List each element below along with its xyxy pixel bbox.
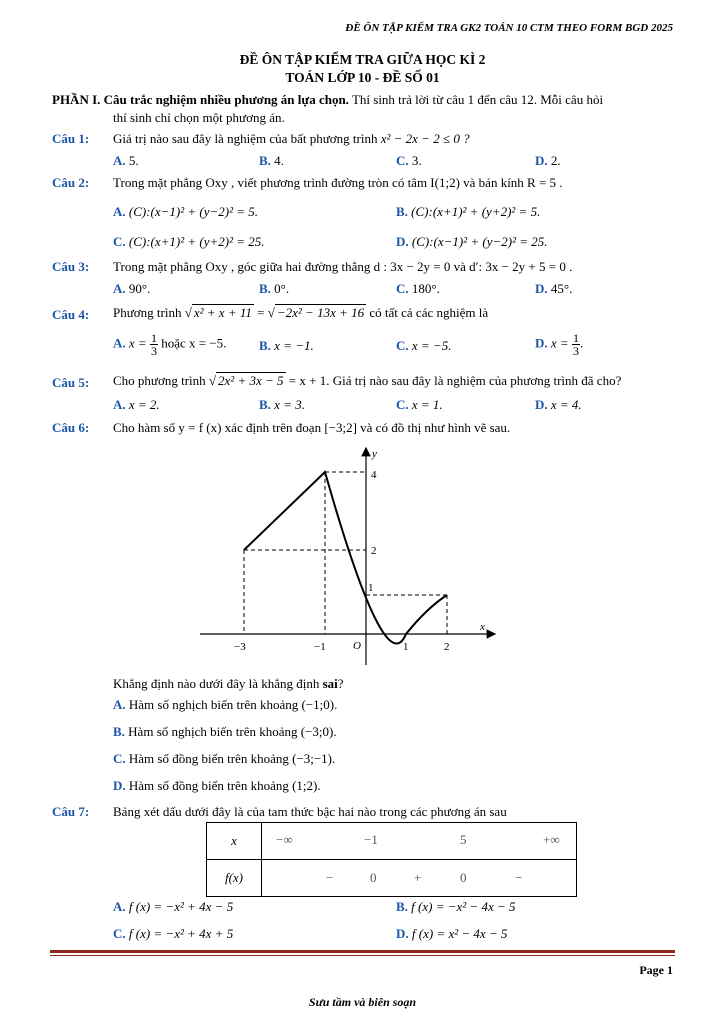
q3-option-c[interactable]: C. 180°.	[396, 281, 440, 296]
q6-label: Câu 6:	[52, 420, 90, 435]
footer-divider	[50, 950, 675, 953]
q7-sign-table	[206, 822, 577, 897]
q5-option-d[interactable]: D. x = 4.	[535, 397, 582, 412]
sign-table-row-fx	[207, 860, 577, 897]
q1-option-c[interactable]: C. 3.	[396, 153, 422, 168]
q5-option-a[interactable]: A. x = 2.	[113, 397, 160, 412]
q4-sqrt-left: x² + x + 11	[193, 305, 252, 320]
q4-option-d[interactable]: D. x = $\frac{1}{3}$ .	[535, 331, 584, 358]
q5-stem: Cho phương trình √ 2x² + 3x − 5 = x + 1. Giá trị nào sau đây là nghiệm của phương trình đã cho?	[113, 373, 622, 388]
exam-subtitle: TOÁN LỚP 10 - ĐỀ SỐ 01	[285, 70, 440, 85]
q1-option-d[interactable]: D. 2.	[535, 153, 561, 168]
q1-option-a[interactable]: A. 5.	[113, 153, 139, 168]
exam-title: ĐỀ ÔN TẬP KIỂM TRA GIỮA HỌC KÌ 2	[239, 52, 486, 67]
cell-pos-inf: +∞	[543, 832, 560, 847]
footer-source: Sưu tầm và biên soạn	[308, 995, 417, 1009]
q7-option-c[interactable]: C. f (x) = −x² + 4x + 5	[113, 926, 234, 941]
q4-option-a[interactable]: A. x = $\frac{1}{3}$ hoặc x = −5.	[113, 331, 227, 358]
q1-label: Câu 1:	[52, 131, 90, 146]
q5-option-b[interactable]: B. x = 3.	[259, 397, 305, 412]
q3-option-d[interactable]: D. 45°.	[535, 281, 573, 296]
sign-zero-2: 0	[460, 870, 467, 885]
q1-stem: Giá trị nào sau đây là nghiệm của bất phương trình x² − 2x − 2 ≤ 0 ?	[113, 131, 470, 146]
q4-option-b[interactable]: B. x = −1.	[259, 338, 314, 353]
q2-option-b[interactable]: B. (C):(x+1)² + (y+2)² = 5.	[396, 204, 541, 219]
cell-root-1: −1	[364, 832, 378, 847]
q2-option-c[interactable]: C. (C):(x+1)² + (y+2)² = 25.	[113, 234, 265, 249]
q6-option-d[interactable]: D. Hàm số đồng biến trên khoảng (1;2).	[113, 778, 321, 793]
q1-option-b[interactable]: B. 4.	[259, 153, 284, 168]
cell-root-2: 5	[460, 832, 467, 847]
q4-label: Câu 4:	[52, 307, 90, 322]
xtick-neg3: −3	[234, 641, 246, 653]
q4-option-c[interactable]: C. x = −5.	[396, 338, 452, 353]
sign-table-x-header: x	[207, 823, 262, 860]
part1-text-2: thí sinh chỉ chọn một phương án.	[113, 110, 285, 125]
q5-option-c[interactable]: C. x = 1.	[396, 397, 443, 412]
sign-3: −	[515, 870, 523, 885]
q3-label: Câu 3:	[52, 259, 90, 274]
ytick-2: 2	[371, 545, 377, 557]
page-header: ĐỀ ÔN TẬP KIỂM TRA GK2 TOÁN 10 CTM THEO FORM BGD 2025	[345, 22, 673, 34]
sign-1: −	[326, 870, 334, 885]
origin-label: O	[353, 640, 361, 652]
q7-option-d[interactable]: D. f (x) = x² − 4x − 5	[396, 926, 508, 941]
q2-stem: Trong mặt phẳng Oxy , viết phương trình đường tròn có tâm I(1;2) và bán kính R = 5 .	[113, 175, 563, 190]
y-axis-label: y	[372, 448, 377, 460]
cell-neg-inf: −∞	[276, 832, 293, 847]
q4-stem: Phương trình √ x² + x + 11 = √ −2x² − 13x + 16 có tất cả các nghiệm là	[113, 305, 489, 320]
q2-option-a[interactable]: A. (C):(x−1)² + (y−2)² = 5.	[113, 204, 259, 219]
part1-intro	[52, 92, 603, 108]
function-curve	[244, 472, 447, 644]
q6-option-b[interactable]: B. Hàm số nghịch biến trên khoảng (−3;0).	[113, 724, 337, 739]
q3-option-b[interactable]: B. 0°.	[259, 281, 290, 296]
q7-option-a[interactable]: A. f (x) = −x² + 4x − 5	[113, 899, 234, 914]
q1-expr: x² − 2x − 2 ≤ 0 ?	[380, 131, 470, 146]
q5-sqrt: 2x² + 3x − 5	[218, 373, 284, 388]
sign-table-row-x	[207, 823, 577, 860]
q4-sqrt-right: −2x² − 13x + 16	[276, 305, 365, 320]
part1-text: Thí sinh trả lời từ câu 1 đến câu 12. Mỗi câu hỏi	[348, 92, 604, 107]
sign-2: +	[414, 870, 422, 885]
q6-function-graph	[195, 440, 505, 670]
xtick-2: 2	[444, 641, 450, 653]
q3-stem: Trong mặt phẳng Oxy , góc giữa hai đường thẳng d : 3x − 2y = 0 và d′: 3x − 2y + 5 = 0 .	[113, 259, 573, 274]
q7-label: Câu 7:	[52, 804, 90, 819]
q2-label: Câu 2:	[52, 175, 90, 190]
xtick-1: 1	[403, 641, 409, 653]
page-number: Page 1	[639, 963, 673, 977]
xtick-neg1: −1	[314, 641, 326, 653]
x-axis-label: x	[480, 621, 485, 633]
q2-option-d[interactable]: D. (C):(x−1)² + (y−2)² = 25.	[396, 234, 548, 249]
q6-option-a[interactable]: A. Hàm số nghịch biến trên khoảng (−1;0).	[113, 697, 338, 712]
ytick-4: 4	[371, 469, 377, 481]
part1-label: PHẦN I. Câu trắc nghiệm nhiều phương án lựa chọn.	[52, 92, 349, 107]
q6-stem: Cho hàm số y = f (x) xác định trên đoạn [−3;2] và có đồ thị như hình vẽ sau.	[113, 420, 511, 435]
q6-option-c[interactable]: C. Hàm số đồng biến trên khoảng (−3;−1).	[113, 751, 336, 766]
q6-question: Khẳng định nào dưới đây là khẳng định sai?	[113, 676, 344, 691]
q7-stem: Bảng xét dấu dưới đây là của tam thức bậc hai nào trong các phương án sau	[113, 804, 507, 819]
footer-divider-thin	[50, 955, 675, 956]
q3-option-a[interactable]: A. 90°.	[113, 281, 151, 296]
ytick-1: 1	[368, 582, 374, 594]
sign-table-fx-header: f(x)	[207, 860, 262, 897]
q5-label: Câu 5:	[52, 375, 90, 390]
q7-option-b[interactable]: B. f (x) = −x² − 4x − 5	[396, 899, 516, 914]
sign-zero-1: 0	[370, 870, 377, 885]
